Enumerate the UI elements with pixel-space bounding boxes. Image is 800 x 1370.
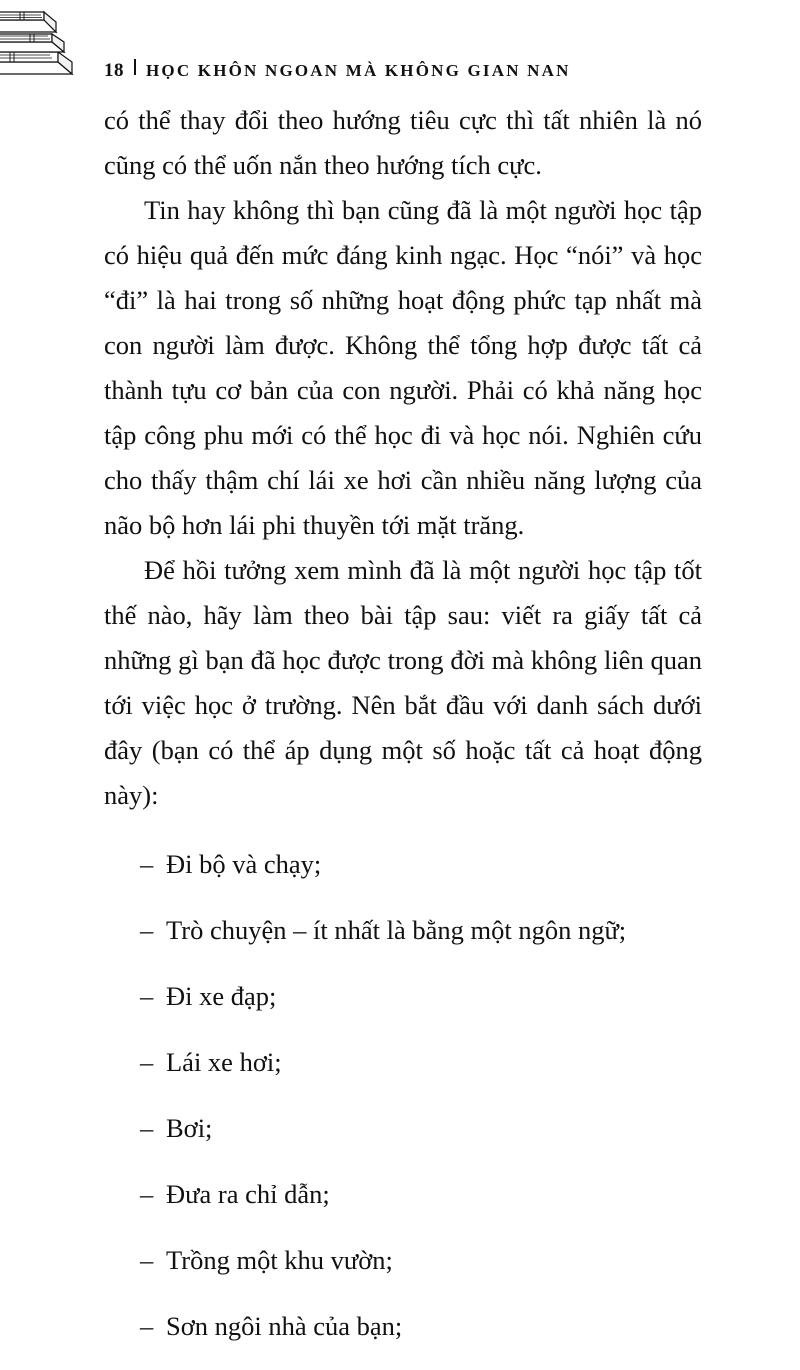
list-dash: – (140, 1311, 154, 1341)
list-item (104, 1106, 702, 1151)
list-dash: – (140, 1113, 154, 1143)
list-dash: – (140, 1179, 154, 1209)
list-item-label: Lái xe hơi; (166, 1047, 282, 1077)
list-item (104, 1304, 702, 1349)
activity-list (104, 842, 702, 1349)
paragraph-1: có thể thay đổi theo hướng tiêu cực thì tất nhiên là nó cũng có thể uốn nắn theo hướng tích cực. (104, 105, 702, 180)
paragraph-3: Để hồi tưởng xem mình đã là một người học tập tốt thế nào, hãy làm theo bài tập sau: viết ra giấy tất cả những gì bạn đã học được trong đời mà không liên quan tới việc học ở trường. Nên bắt đầu với danh sách dưới đây (bạn có thể áp dụng một số hoặc tất cả hoạt động này): (104, 555, 702, 810)
header-divider (134, 59, 136, 75)
running-head (104, 60, 571, 82)
page-number: 18 (104, 60, 124, 81)
list-item-label: Bơi; (166, 1113, 213, 1143)
list-dash: – (140, 981, 154, 1011)
list-item-label: Đưa ra chỉ dẫn; (166, 1179, 330, 1209)
list-dash: – (140, 1047, 154, 1077)
list-item (104, 974, 702, 1019)
list-item (104, 1040, 702, 1085)
list-dash: – (140, 915, 154, 945)
list-item (104, 1172, 702, 1217)
list-dash: – (140, 849, 154, 879)
list-item (104, 1238, 702, 1283)
list-item-label: Trồng một khu vườn; (166, 1245, 393, 1275)
paragraph-2: Tin hay không thì bạn cũng đã là một người học tập có hiệu quả đến mức đáng kinh ngạc. Học “nói” và học “đi” là hai trong số những hoạt động phức tạp nhất mà con người làm được. Không thể tổng hợp được tất cả thành tựu cơ bản của con người. Phải có khả năng học tập công phu mới có thể học đi và học nói. Nghiên cứu cho thấy thậm chí lái xe hơi cần nhiều năng lượng của não bộ hơn lái phi thuyền tới mặt trăng. (104, 195, 702, 540)
stacked-books-icon (0, 0, 120, 90)
chapter-title: HỌC KHÔN NGOAN MÀ KHÔNG GIAN NAN (146, 61, 571, 80)
list-item (104, 908, 702, 953)
list-item-label: Đi bộ và chạy; (166, 849, 322, 879)
page-body (104, 98, 702, 1370)
list-dash: – (140, 1245, 154, 1275)
list-item (104, 842, 702, 887)
list-item-label: Đi xe đạp; (166, 981, 277, 1011)
list-item-label: Sơn ngôi nhà của bạn; (166, 1311, 403, 1341)
list-item-label: Trò chuyện – ít nhất là bằng một ngôn ngữ; (166, 915, 627, 945)
